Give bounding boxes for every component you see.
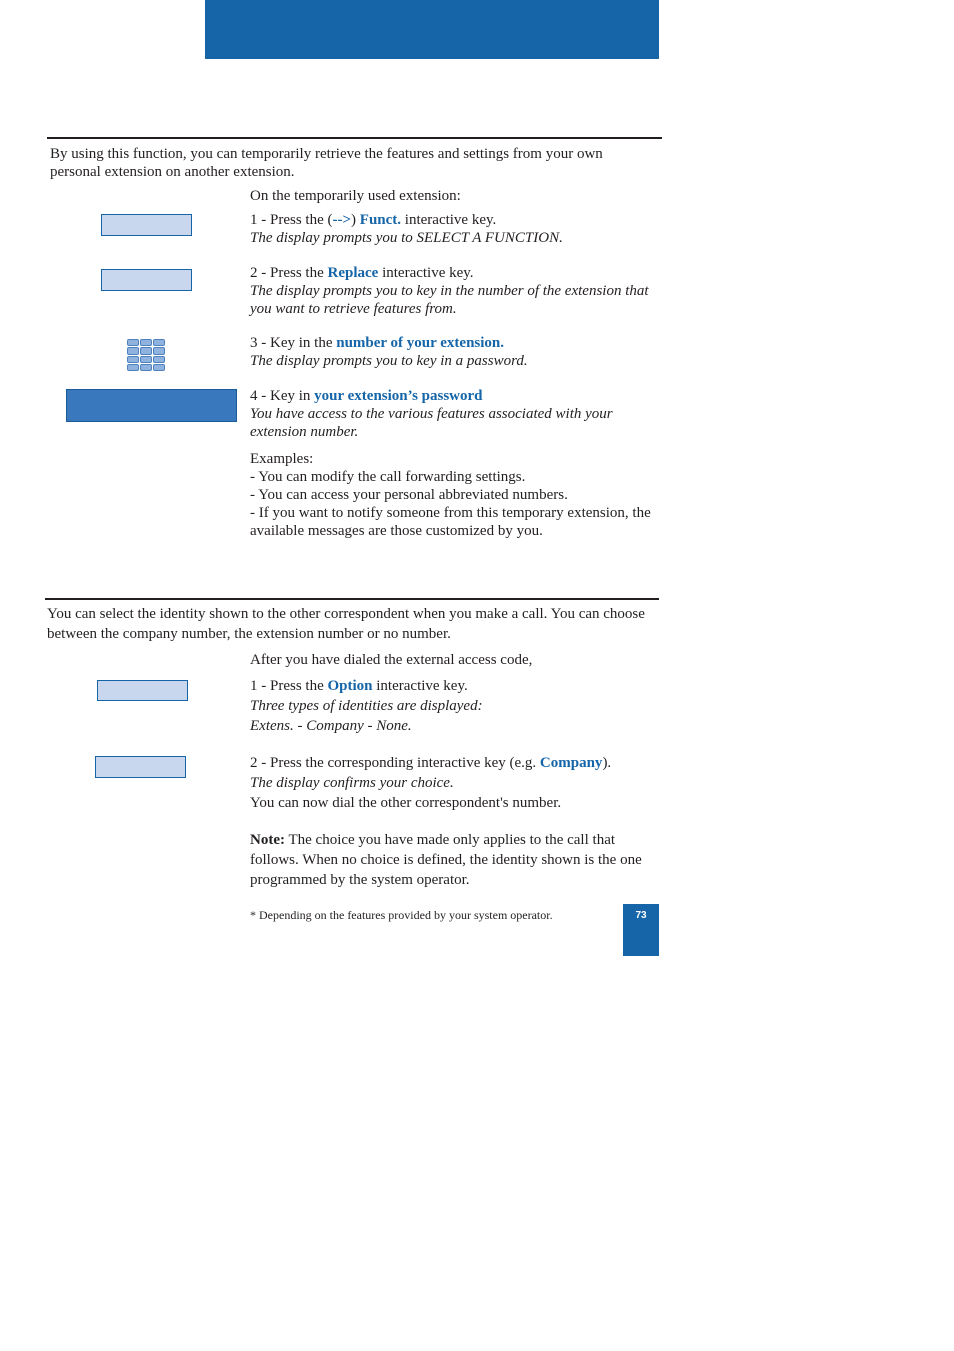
option-key-label: Option xyxy=(327,678,373,694)
step-lead: On the temporarily used extension: xyxy=(250,188,461,204)
funct-key-label: Funct. xyxy=(359,212,402,228)
step-2: 2 - Press the corresponding interactive key (e.g. Company). The display confirms your choice. You can now dial the other correspondent's number. xyxy=(250,755,612,811)
funct-key-icon xyxy=(101,214,192,236)
step-1: 1 - Press the Option interactive key. Three types of identities are displayed: Extens. - Company - None. xyxy=(250,678,483,734)
section-divider xyxy=(45,598,659,600)
note: Note: The choice you have made only applies to the call that follows. When no choice is defined, the identity shown is the one programmed by the system operator. xyxy=(250,832,642,888)
password-display-icon xyxy=(66,389,237,422)
footnote: * Depending on the features provided by your system operator. xyxy=(250,908,553,922)
replace-key-icon xyxy=(101,269,192,291)
company-key-icon xyxy=(95,756,186,778)
examples: Examples: - You can modify the call forwarding settings. - You can access your personal abbreviated numbers. - If you want to notify someone from this temporary extension, the available messages are those customized by you. xyxy=(250,450,660,540)
company-key-label: Company xyxy=(539,755,603,771)
replace-key-label: Replace xyxy=(327,265,379,281)
example-item: - You can modify the call forwarding settings. xyxy=(250,469,526,485)
section-intro: You can select the identity shown to the other correspondent when you make a call. You can choose between the company number, the extension number or no number. xyxy=(47,606,645,642)
example-item: - You can access your personal abbreviated numbers. xyxy=(250,487,568,503)
step-2: 2 - Press the Replace interactive key. The display prompts you to key in the number of the extension that you want to retrieve features from. xyxy=(250,265,649,317)
keypad-icon xyxy=(127,339,165,371)
step-4: 4 - Key in your extension’s password You have access to the various features associated with your extension number. xyxy=(250,388,613,440)
example-item: - If you want to notify someone from this temporary extension, the available messages are those customized by you. xyxy=(250,505,651,539)
option-key-icon xyxy=(97,680,188,701)
step-3: 3 - Key in the number of your extension. The display prompts you to key in a password. xyxy=(250,335,528,369)
section-intro: By using this function, you can temporarily retrieve the features and settings from your own personal extension on another extension. xyxy=(50,146,603,180)
step-lead: After you have dialed the external access code, xyxy=(250,652,533,668)
step-1: 1 - Press the (-->) Funct. interactive key. The display prompts you to SELECT A FUNCTION. xyxy=(250,212,563,246)
page-number: 73 xyxy=(623,904,659,956)
header-bar xyxy=(205,0,659,59)
section-divider xyxy=(47,137,662,139)
